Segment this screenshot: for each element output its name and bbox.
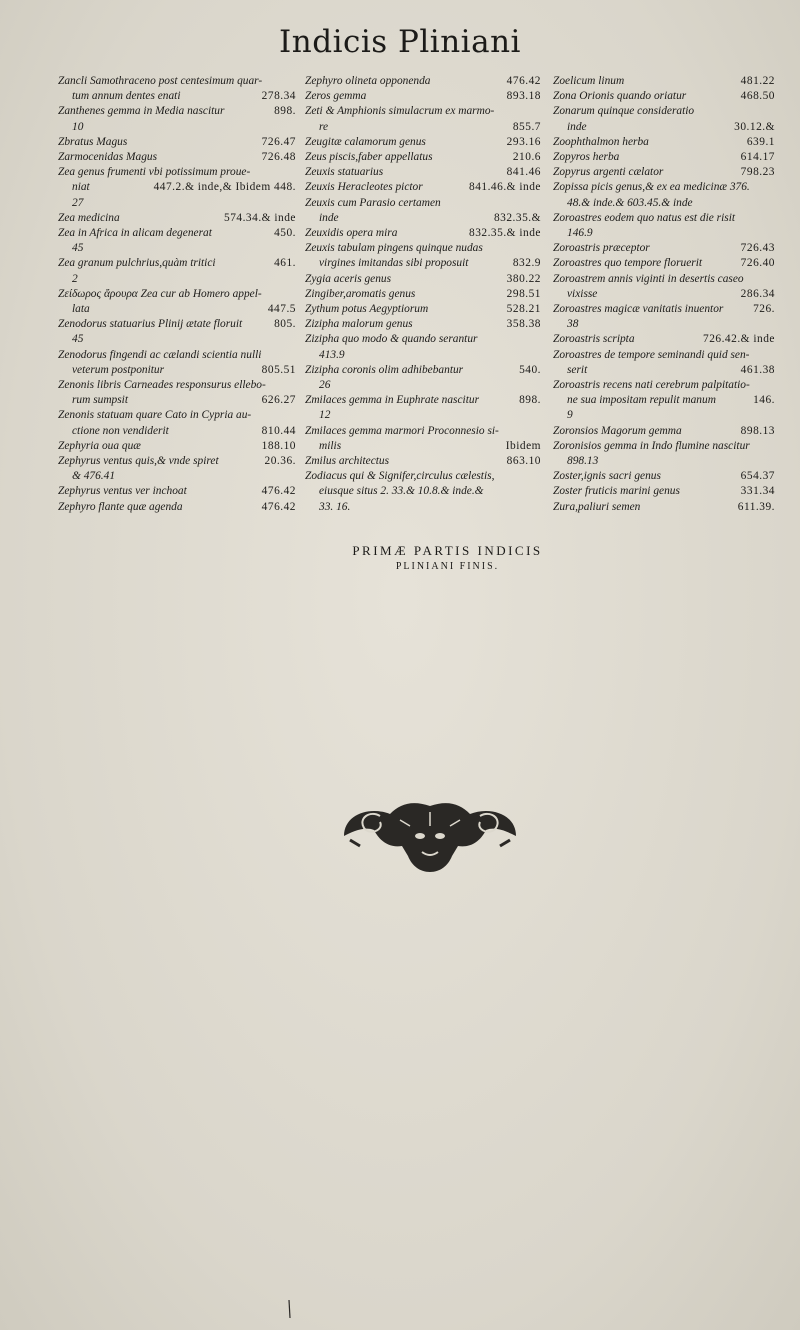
page-reference: 447.5 <box>267 303 296 316</box>
index-entry <box>58 454 296 484</box>
index-headword: Zopyrus argenti cælator <box>553 166 664 179</box>
index-headword: Zeros gemma <box>305 90 367 103</box>
page-reference: 893.18 <box>506 90 541 103</box>
index-headword: Zonarum quinque consideratio <box>553 105 695 118</box>
index-entry <box>305 424 541 454</box>
index-entry <box>58 500 296 515</box>
index-headword: Zea in Africa in alicam degenerat <box>58 227 212 240</box>
index-entry <box>58 150 296 165</box>
index-headword: Zeuxidis opera mira <box>305 227 398 240</box>
page-reference: 476.42 <box>506 75 541 87</box>
page-reference: 832.35.& <box>493 211 541 224</box>
index-continuation: 2 <box>72 272 78 285</box>
index-headword: Zoster fruticis marini genus <box>553 485 680 498</box>
index-entry <box>58 226 296 256</box>
index-entry <box>305 287 541 302</box>
index-headword: Zythum potus Aegyptiorum <box>305 303 429 316</box>
index-continuation: re <box>319 120 329 133</box>
page-reference: 210.6 <box>512 151 541 164</box>
index-continuation: 45 <box>72 242 84 255</box>
index-continuation: 45 <box>72 333 84 346</box>
index-headword: Zygia aceris genus <box>305 272 392 285</box>
index-entry <box>305 104 541 134</box>
index-headword: Zbratus Magus <box>58 135 128 148</box>
index-entry <box>305 74 541 89</box>
index-continuation: lata <box>72 303 90 316</box>
index-continuation: 898.13 <box>567 455 599 468</box>
index-headword: Zephyro olineta opponenda <box>305 75 431 87</box>
index-entry <box>305 165 541 180</box>
index-entry <box>553 378 775 424</box>
ram-head-ornament <box>340 796 520 874</box>
index-continuation: 10 <box>72 120 84 133</box>
page-reference: 841.46 <box>506 166 541 179</box>
index-continuation: 33. 16. <box>319 500 351 513</box>
index-headword: Zea medicina <box>58 211 120 224</box>
index-headword: Ziziphа malorum genus <box>305 318 413 331</box>
page-reference: 331.34 <box>740 485 775 498</box>
index-entry <box>553 484 775 499</box>
index-headword: Zmilaces gemma in Euphrate nascitur <box>305 394 480 407</box>
page-reference: 898. <box>274 105 296 118</box>
page-reference: 898. <box>519 394 541 407</box>
index-entry <box>305 272 541 287</box>
index-headword: Zeti & Amphionis simulacrum ex marmo- <box>305 105 495 118</box>
index-continuation: ne sua impositam repulit manum <box>567 394 716 407</box>
index-continuation: 26 <box>319 379 331 392</box>
page-reference: 841.46.& inde <box>469 181 541 194</box>
index-entry <box>553 180 775 210</box>
index-continuation: tum annum dentes enati <box>72 90 181 103</box>
index-continuation: vixisse <box>567 287 598 300</box>
index-column-3 <box>553 74 775 515</box>
index-headword: Zona Orionis quando oriatur <box>553 90 687 103</box>
index-entry <box>553 211 775 241</box>
index-continuation: milis <box>319 439 342 452</box>
index-continuation: serit <box>567 363 588 376</box>
page-title: Indicis Pliniani <box>279 24 521 60</box>
index-entry <box>58 211 296 226</box>
page-reference: 726.47 <box>261 135 296 148</box>
index-continuation: eiusque situs 2. 33.& 10.8.& inde.& <box>319 485 484 498</box>
index-entry <box>553 500 775 515</box>
index-headword: Zea granum pulchrius,quàm tritici <box>58 257 216 270</box>
page-reference: 611.39. <box>737 500 775 513</box>
index-entry <box>305 332 541 362</box>
page-reference: 20.36. <box>264 455 296 468</box>
index-headword: Zingiber,aromatis genus <box>305 287 416 300</box>
index-entry <box>58 104 296 134</box>
index-headword: Zoster,ignis sacri genus <box>553 470 661 483</box>
index-entry <box>58 408 296 438</box>
index-entry <box>553 272 775 302</box>
page-reference: 476.42 <box>261 485 296 498</box>
index-continuation: & 476.41 <box>72 470 116 483</box>
index-headword: Zura,paliuri semen <box>553 500 641 513</box>
page-reference: 726. <box>753 303 775 316</box>
index-entry <box>305 363 541 393</box>
page-reference: 654.37 <box>740 470 775 483</box>
index-headword: Zodiacus qui & Signifer,circulus cælestis, <box>305 470 495 483</box>
index-entry <box>553 469 775 484</box>
index-headword: Zenonis libris Carneades responsurus ellebo- <box>58 379 266 392</box>
index-entry <box>58 74 296 104</box>
index-headword: Zoronisios gemma in Indo flumine nascitur <box>553 439 750 452</box>
index-headword: Zoroastris scripta <box>553 333 635 346</box>
index-entry <box>305 317 541 332</box>
index-continuation: inde <box>567 120 587 133</box>
index-headword: Zopyros herba <box>553 151 620 164</box>
index-headword: Zanthenes gemma in Media nascitur <box>58 105 225 118</box>
index-entry <box>58 287 296 317</box>
index-headword: Zizipha quo modo & quando serantur <box>305 333 478 346</box>
index-continuation: ctione non vendiderit <box>72 424 169 437</box>
index-headword: Zancli Samothraceno post centesimum quar- <box>58 75 263 87</box>
page-reference: 30.12.& <box>734 120 775 133</box>
page-reference: 726.43 <box>740 242 775 255</box>
page-reference: 726.40 <box>740 257 775 270</box>
index-entry <box>305 89 541 104</box>
page-reference: 468.50 <box>740 90 775 103</box>
page-reference: 639.1 <box>746 135 775 148</box>
index-headword: Zoroastris recens nati cerebrum palpitatio- <box>553 379 750 392</box>
index-entry <box>58 317 296 347</box>
index-entry <box>305 241 541 271</box>
index-entry <box>553 104 775 134</box>
index-headword: Zeuxis statuarius <box>305 166 384 179</box>
page-reference: 286.34 <box>740 287 775 300</box>
page-reference: 358.38 <box>506 318 541 331</box>
index-continuation: niat <box>72 181 90 194</box>
page-reference: 476.42 <box>261 500 296 513</box>
page-reference: 832.35.& inde <box>469 227 541 240</box>
colophon-line-1: PRIMÆ PARTIS INDICIS <box>352 543 543 558</box>
index-headword: Zoronsios Magorum gemma <box>553 424 682 437</box>
index-entry <box>553 348 775 378</box>
page-reference: 461.38 <box>740 363 775 376</box>
index-headword: Zopissa picis genus,& ex ea medicinæ 376. <box>553 181 750 194</box>
index-entry <box>305 454 541 469</box>
index-headword: Zenonis statuam quare Cato in Cypria au- <box>58 409 252 422</box>
page-reference: 614.17 <box>740 151 775 164</box>
index-continuation: 9 <box>567 409 573 422</box>
index-entry <box>553 439 775 469</box>
page-reference: 380.22 <box>506 272 541 285</box>
index-entry <box>58 484 296 499</box>
page-reference: 447.2.& inde,& Ibidem 448. <box>153 181 296 194</box>
index-headword: Zarmocenidas Magus <box>58 151 158 164</box>
page-reference: 574.34.& inde <box>224 211 296 224</box>
index-entry <box>58 256 296 286</box>
page-reference: 798.23 <box>740 166 775 179</box>
index-entry <box>305 226 541 241</box>
page-reference: 461. <box>274 257 296 270</box>
page-reference: Ibidem <box>505 439 541 452</box>
page-reference: 726.48 <box>261 151 296 164</box>
index-column-1 <box>58 74 296 515</box>
page-reference: 146. <box>753 394 775 407</box>
index-entry <box>305 393 541 423</box>
index-headword: Zmilaces gemma marmori Proconnesio si- <box>305 424 499 437</box>
page-reference: 298.51 <box>506 287 541 300</box>
index-headword: Zenodorus fingendi ac cælandi scientia nulli <box>58 348 262 361</box>
page-reference: 805. <box>274 318 296 331</box>
index-entry <box>553 74 775 89</box>
index-entry <box>305 150 541 165</box>
index-entry <box>305 135 541 150</box>
index-entry <box>553 424 775 439</box>
index-entry <box>553 256 775 271</box>
index-entry <box>305 469 541 515</box>
index-entry <box>553 89 775 104</box>
ink-mark <box>286 1300 292 1318</box>
index-entry <box>553 241 775 256</box>
index-headword: Zephyrus ventus quis,& vnde spiret <box>58 455 219 468</box>
page-reference: 805.51 <box>261 363 296 376</box>
index-entry <box>553 302 775 332</box>
index-continuation: virgines imitandas sibi proposuit <box>319 257 469 270</box>
index-headword: Zeuxis cum Parasio certamen <box>305 196 441 209</box>
index-headword: Zizipha coronis olim adhibebantur <box>305 363 464 376</box>
page-reference: 540. <box>519 363 541 376</box>
index-entry <box>553 165 775 180</box>
index-entry <box>58 378 296 408</box>
page-reference: 528.21 <box>506 303 541 316</box>
index-entry <box>305 180 541 195</box>
index-entry <box>58 135 296 150</box>
index-headword: Zoroastris præceptor <box>553 242 650 255</box>
index-continuation: 38 <box>567 318 579 331</box>
page-reference: 898.13 <box>740 424 775 437</box>
index-column-2 <box>305 74 541 515</box>
index-headword: Zeuxis Heracleotes pictor <box>305 181 423 194</box>
page-reference: 855.7 <box>512 120 541 133</box>
index-continuation: inde <box>319 211 339 224</box>
index-entry <box>58 348 296 378</box>
page-reference: 863.10 <box>506 455 541 468</box>
index-headword: Zephyrus ventus ver inchoat <box>58 485 187 498</box>
index-headword: Zeugitæ calamorum genus <box>305 135 426 148</box>
colophon <box>305 543 590 572</box>
colophon-line-2: PLINIANI FINIS. <box>395 561 500 572</box>
index-continuation: 413.9 <box>319 348 345 361</box>
page-reference: 450. <box>274 227 296 240</box>
index-entry <box>58 439 296 454</box>
index-headword: Zephyro flante quæ agenda <box>58 500 183 513</box>
index-entry <box>553 332 775 347</box>
index-headword: Zoroastrem annis viginti in desertis caseo <box>553 272 744 285</box>
index-continuation: 12 <box>319 409 331 422</box>
page-reference: 278.34 <box>261 90 296 103</box>
index-entry <box>305 196 541 226</box>
index-headword: Zoelicum linum <box>553 75 625 87</box>
index-headword: Ζείδωρος ἄρουρα Zea cur ab Homero appel- <box>58 287 262 300</box>
index-entry <box>553 150 775 165</box>
page-reference: 293.16 <box>506 135 541 148</box>
page-reference: 726.42.& inde <box>703 333 775 346</box>
index-entry <box>553 135 775 150</box>
index-headword: Zeuxis tabulam pingens quinque nudas <box>305 242 483 255</box>
page-reference: 832.9 <box>512 257 541 270</box>
index-headword: Zea genus frumenti vbi potissimum proue- <box>58 166 251 179</box>
index-headword: Zephyria oua quæ <box>58 439 141 452</box>
index-continuation: 48.& inde.& 603.45.& inde <box>567 196 693 209</box>
index-entry <box>305 302 541 317</box>
index-headword: Zoophthalmon herba <box>553 135 649 148</box>
page-reference: 626.27 <box>261 394 296 407</box>
index-headword: Zoroastres quo tempore floruerit <box>553 257 703 270</box>
index-continuation: 146.9 <box>567 227 593 240</box>
page-reference: 188.10 <box>261 439 296 452</box>
page-reference: 481.22 <box>740 75 775 87</box>
index-headword: Zmilus architectus <box>305 455 390 468</box>
index-headword: Zeus piscis,faber appellatus <box>305 151 433 164</box>
index-headword: Zenodorus statuarius Plinij ætate floruit <box>58 318 243 331</box>
index-headword: Zoroastres eodem quo natus est die risit <box>553 211 736 224</box>
index-entry <box>58 165 296 211</box>
page-reference: 810.44 <box>261 424 296 437</box>
index-continuation: veterum postponitur <box>72 363 165 376</box>
index-headword: Zoroastres magicæ vanitatis inuentor <box>553 303 724 316</box>
index-continuation: 27 <box>72 196 84 209</box>
index-headword: Zoroastres de tempore seminandi quid sen- <box>553 348 750 361</box>
index-continuation: rum sumpsit <box>72 394 129 407</box>
